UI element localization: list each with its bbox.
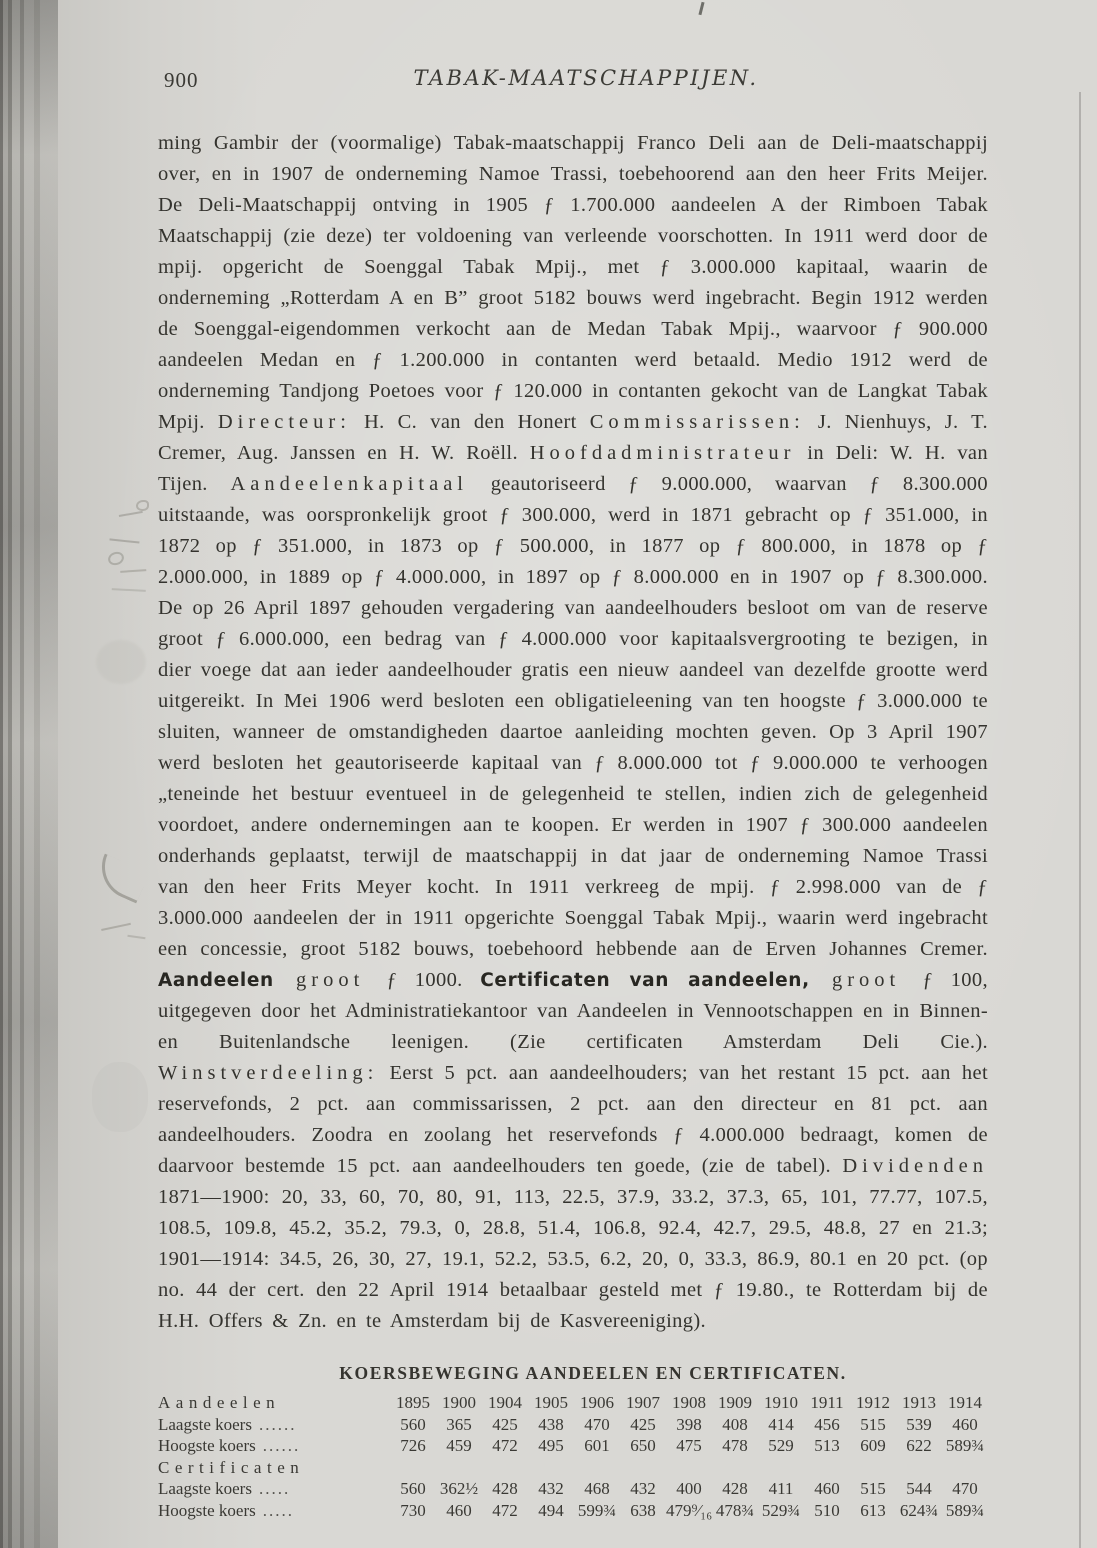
value-cell: 560 (400, 1479, 426, 1498)
article-text (158, 128, 988, 1337)
value-cell: 1900 (442, 1393, 476, 1412)
text-segment-spaced: groot (809, 969, 923, 991)
value-cell: 560 (400, 1414, 426, 1434)
page-number: 900 (164, 68, 199, 92)
table-row (158, 1415, 988, 1437)
margin-scribble (136, 500, 149, 511)
margin-scribble (106, 550, 125, 567)
value-cell: 414 (768, 1414, 794, 1434)
text-segment-spaced: Hoofdadministrateur (529, 442, 796, 464)
text-segment-normal: 1871—1900: 20, 33, 60, 70, 80, 91, 113, 22.5, 37.9, 33.2, 37.3, 65, 101, 77.77, 107.5, 108.5, 109.8, 45.2, 35.2, 79.3, 0, 28.8, 51.4, 106.8, 92.4, 42.7, 29.5, 48.8, 27 en 21.3; 1901—1914: 34.5, 26, 30, 27, 19.1, 52.2, 53.5, 6.2, 20, 0, 33.3, 86.9, 80.1 en 20 pct. (op no. 44 der cert. den 22 April 1914 betaalbaar gesteld met ƒ 19.80., te Rotterdam bij de H.H. Offers & Zn. en te Amsterdam bij de Kasvereeniging). (158, 1186, 988, 1332)
value-cell: 472 (492, 1500, 518, 1520)
text-segment-normal: Eerst 5 pct. aan aandeelhouders; van het restant 15 pct. aan het reservefonds, 2 pct. aan commissarissen, 2 pct. aan den directeur en 81 pct. aan aandeelhouders. Zoodra en zoolang het reservefonds ƒ 4.000.000 bedraagt, komen de daarvoor bestemde 15 pct. aan aandeelhouders ten goede, (zie de tabel). (158, 1062, 988, 1177)
ink-tick-mark (698, 2, 704, 15)
table-row (158, 1393, 988, 1415)
scan-blotch (96, 640, 146, 684)
value-cell: 1910 (764, 1393, 798, 1412)
value-cell: 624¾ (899, 1500, 939, 1520)
value-cell: 1911 (810, 1393, 844, 1412)
margin-scribble (120, 561, 147, 573)
value-cell: 601 (584, 1436, 610, 1455)
text-segment-spaced: Commissarissen: (589, 411, 805, 433)
text-segment-normal: ƒ 1000. (386, 969, 481, 991)
leader-dots: ...... (258, 1414, 297, 1434)
binding-shadow-fade (0, 0, 58, 1548)
value-cell: 589¾ (945, 1500, 985, 1520)
value-cell: 622 (906, 1436, 932, 1455)
value-cell: 425 (630, 1414, 656, 1434)
value-cell: 400 (676, 1479, 702, 1498)
value-cell: 1904 (488, 1393, 522, 1412)
koers-table (158, 1363, 988, 1522)
leader-dots: ...... (262, 1436, 301, 1455)
value-cell: 428 (492, 1479, 518, 1498)
row-label (158, 1415, 390, 1435)
text-segment-bold: Aandeelen (158, 970, 274, 991)
value-cell: 408 (722, 1414, 748, 1434)
value-cell: 468 (584, 1479, 610, 1498)
binding-shadow (0, 0, 58, 1548)
text-segment-bold: Certificaten van aandeelen, (480, 970, 810, 991)
text-segment-spaced: Directeur: (217, 411, 351, 433)
value-cell: 460 (952, 1414, 978, 1434)
text-segment-spaced: Winstverdeeling: (158, 1062, 379, 1084)
value-cell: 730 (400, 1500, 426, 1520)
margin-scribble (112, 579, 147, 592)
value-cell: 1912 (856, 1393, 890, 1412)
text-segment-normal: J. Nienhuys, J. T. Cremer, Aug. Janssen en H. W. Roëll. (158, 411, 988, 464)
row-label (158, 1458, 390, 1478)
margin-scribble (99, 913, 131, 931)
value-cell: 398 (676, 1414, 702, 1434)
text-segment-normal: geautoriseerd ƒ 9.000.000, waarvan ƒ 8.300.000 uitstaande, was oorspronkelijk groot ƒ 300.000, werd in 1871 gebracht op ƒ 351.000, in 1872 op ƒ 351.000, in 1873 op ƒ 500.000, in 1877 op ƒ 800.000, in 1878 op ƒ 2.000.000, in 1889 op ƒ 4.000.000, in 1897 op ƒ 8.000.000 en in 1907 op ƒ 8.300.000. De op 26 April 1897 gehouden vergadering van aandeelhouders besloot om van de reserve groot ƒ 6.000.000, een bedrag van ƒ 4.000.000 voor kapitaalsvergrooting te bezigen, in dier voege dat aan ieder aandeelhouder gratis een nieuw aandeel van dezelfde grootte werd uitgereikt. In Mei 1906 werd besloten een obligatieleening van ten hoogste ƒ 3.000.000 te sluiten, wanneer de omstandigheden daartoe aanleiding mochten geven. Op 3 April 1907 werd besloten het geautoriseerde kapitaal van ƒ 8.000.000 tot ƒ 9.000.000 te verhoogen „teneinde het bestuur eventueel in de gelegenheid te stellen, indien zich de gelegenheid voordoet, andere ondernemingen aan te koopen. Er werden in 1907 ƒ 300.000 aandeelen onderhands geplaatst, terwijl de maatschappij in dat jaar de onderneming Namoe Trassi van den heer Frits Meyer kocht. In 1911 verkreeg de mpij. ƒ 2.998.000 van de ƒ 3.000.000 aandeelen der in 1911 opgerichte Soenggal Tabak Mpij., waarin werd ingebracht een concessie, groot 5182 bouws, toebehoord hebbende aan de Erven Johannes Cremer. (158, 473, 988, 960)
text-segment-normal: ƒ 100, uitgegeven door het Administratiekantoor van Aandeelen in Vennootschappen en in Binnen- en Buitenlandsche leenigen. (Zie certificaten Amsterdam Deli Cie.). (158, 969, 988, 1053)
value-cell: 472 (492, 1436, 518, 1455)
value-cell: 1908 (672, 1393, 706, 1412)
value-cell: 599¾ (577, 1500, 617, 1520)
value-cell: 411 (768, 1479, 794, 1498)
value-cell: 515 (860, 1414, 886, 1434)
value-cell: 362½ (439, 1479, 479, 1498)
row-label-text: Certificaten (158, 1457, 305, 1477)
value-cell: 432 (538, 1479, 564, 1498)
value-cell: 513 (814, 1436, 840, 1455)
value-cell: 1895 (396, 1393, 430, 1412)
row-label-text: Hoogste koers (158, 1500, 256, 1520)
value-cell: 529 (768, 1436, 794, 1455)
row-label-text: Laagste koers (158, 1414, 252, 1434)
scan-blotch (92, 1062, 148, 1132)
value-cell: 1913 (902, 1393, 936, 1412)
value-cell: 613 (860, 1500, 886, 1520)
value-cell: 432 (630, 1479, 656, 1498)
margin-scribble (127, 927, 146, 939)
value-cell: 1914 (948, 1393, 982, 1412)
value-cell: 510 (814, 1500, 840, 1520)
text-segment-spaced: groot (273, 969, 387, 991)
row-label (158, 1479, 390, 1499)
value-cell: 1907 (626, 1393, 660, 1412)
value-cell: 589¾ (945, 1436, 985, 1455)
value-cell: 479⁹⁄₁₆ (666, 1500, 713, 1520)
value-cell: 529¾ (761, 1500, 801, 1520)
value-cell: 478¾ (715, 1500, 755, 1520)
value-cell: 470 (584, 1414, 610, 1434)
text-segment-normal: ming Gambir der (voormalige) Tabak-maatschappij Franco Deli aan de Deli-maatschappij over, en in 1907 de onderneming Namoe Trassi, toebehoorend aan den heer Frits Meijer. De Deli-Maatschappij ontving in 1905 ƒ 1.700.000 aandeelen A der Rimboen Tabak Maatschappij (zie deze) ter voldoening van verleende voorschotten. In 1911 werd door de mpij. opgericht de Soenggal Tabak Mpij., met ƒ 3.000.000 kapitaal, waarin de onderneming „Rotterdam A en B” groot 5182 bouws werd ingebracht. Begin 1912 werden de Soenggal-eigendommen verkocht aan de Medan Tabak Mpij., waarvoor ƒ 900.000 aandeelen Medan en ƒ 1.200.000 in contanten werd betaald. Medio 1912 werd de onderneming Tandjong Poetoes voor ƒ 120.000 in contanten gekocht van de Langkat Tabak Mpij. (158, 132, 988, 433)
value-cell: 425 (492, 1414, 518, 1434)
margin-pen-swoosh (91, 853, 149, 903)
table-row (158, 1436, 988, 1458)
row-label-text: Hoogste koers (158, 1436, 256, 1455)
value-cell: 638 (630, 1500, 656, 1520)
value-cell: 456 (814, 1414, 840, 1434)
value-cell: 478 (722, 1436, 748, 1455)
row-label (158, 1501, 390, 1521)
text-segment-spaced: Aandeelenkapitaal (230, 473, 468, 495)
margin-scribble (117, 502, 143, 517)
value-cell: 609 (860, 1436, 886, 1455)
value-cell: 1909 (718, 1393, 752, 1412)
value-cell: 515 (860, 1479, 886, 1498)
text-segment-normal: H. C. van den Honert (350, 411, 590, 433)
value-cell: 1905 (534, 1393, 568, 1412)
table-row (158, 1458, 988, 1480)
value-cell: 726 (400, 1436, 426, 1455)
table-row (158, 1479, 988, 1501)
value-cell: 544 (906, 1479, 932, 1498)
row-label (158, 1393, 390, 1413)
value-cell: 438 (538, 1414, 564, 1434)
leader-dots: ..... (258, 1479, 291, 1498)
value-cell: 650 (630, 1436, 656, 1455)
value-cell: 460 (446, 1500, 472, 1520)
row-label-text: Aandeelen (158, 1393, 281, 1412)
page-edge-line (1079, 92, 1081, 1548)
leader-dots: ..... (262, 1500, 294, 1520)
value-cell: 365 (446, 1414, 472, 1434)
text-segment-spaced: Dividenden (842, 1155, 988, 1177)
value-cell: 1906 (580, 1393, 614, 1412)
row-label (158, 1436, 390, 1456)
value-cell: 459 (446, 1436, 472, 1455)
koers-table-rows (158, 1393, 988, 1522)
row-label-text: Laagste koers (158, 1479, 252, 1498)
koers-table-title: KOERSBEWEGING AANDEELEN EN CERTIFICATEN. (339, 1363, 847, 1383)
value-cell: 495 (538, 1436, 564, 1455)
value-cell: 539 (906, 1414, 932, 1434)
value-cell: 428 (722, 1479, 748, 1498)
value-cell: 460 (814, 1479, 840, 1498)
text-segment-normal: in Deli: W. H. van Tijen. (158, 442, 988, 495)
page-title: TABAK-MAATSCHAPPIJEN. (413, 66, 759, 90)
value-cell: 475 (676, 1436, 702, 1455)
running-head (158, 64, 988, 100)
margin-scribble (109, 528, 140, 543)
text-column (158, 64, 988, 1522)
value-cell: 470 (952, 1479, 978, 1498)
table-row (158, 1501, 988, 1523)
value-cell: 494 (538, 1500, 564, 1520)
